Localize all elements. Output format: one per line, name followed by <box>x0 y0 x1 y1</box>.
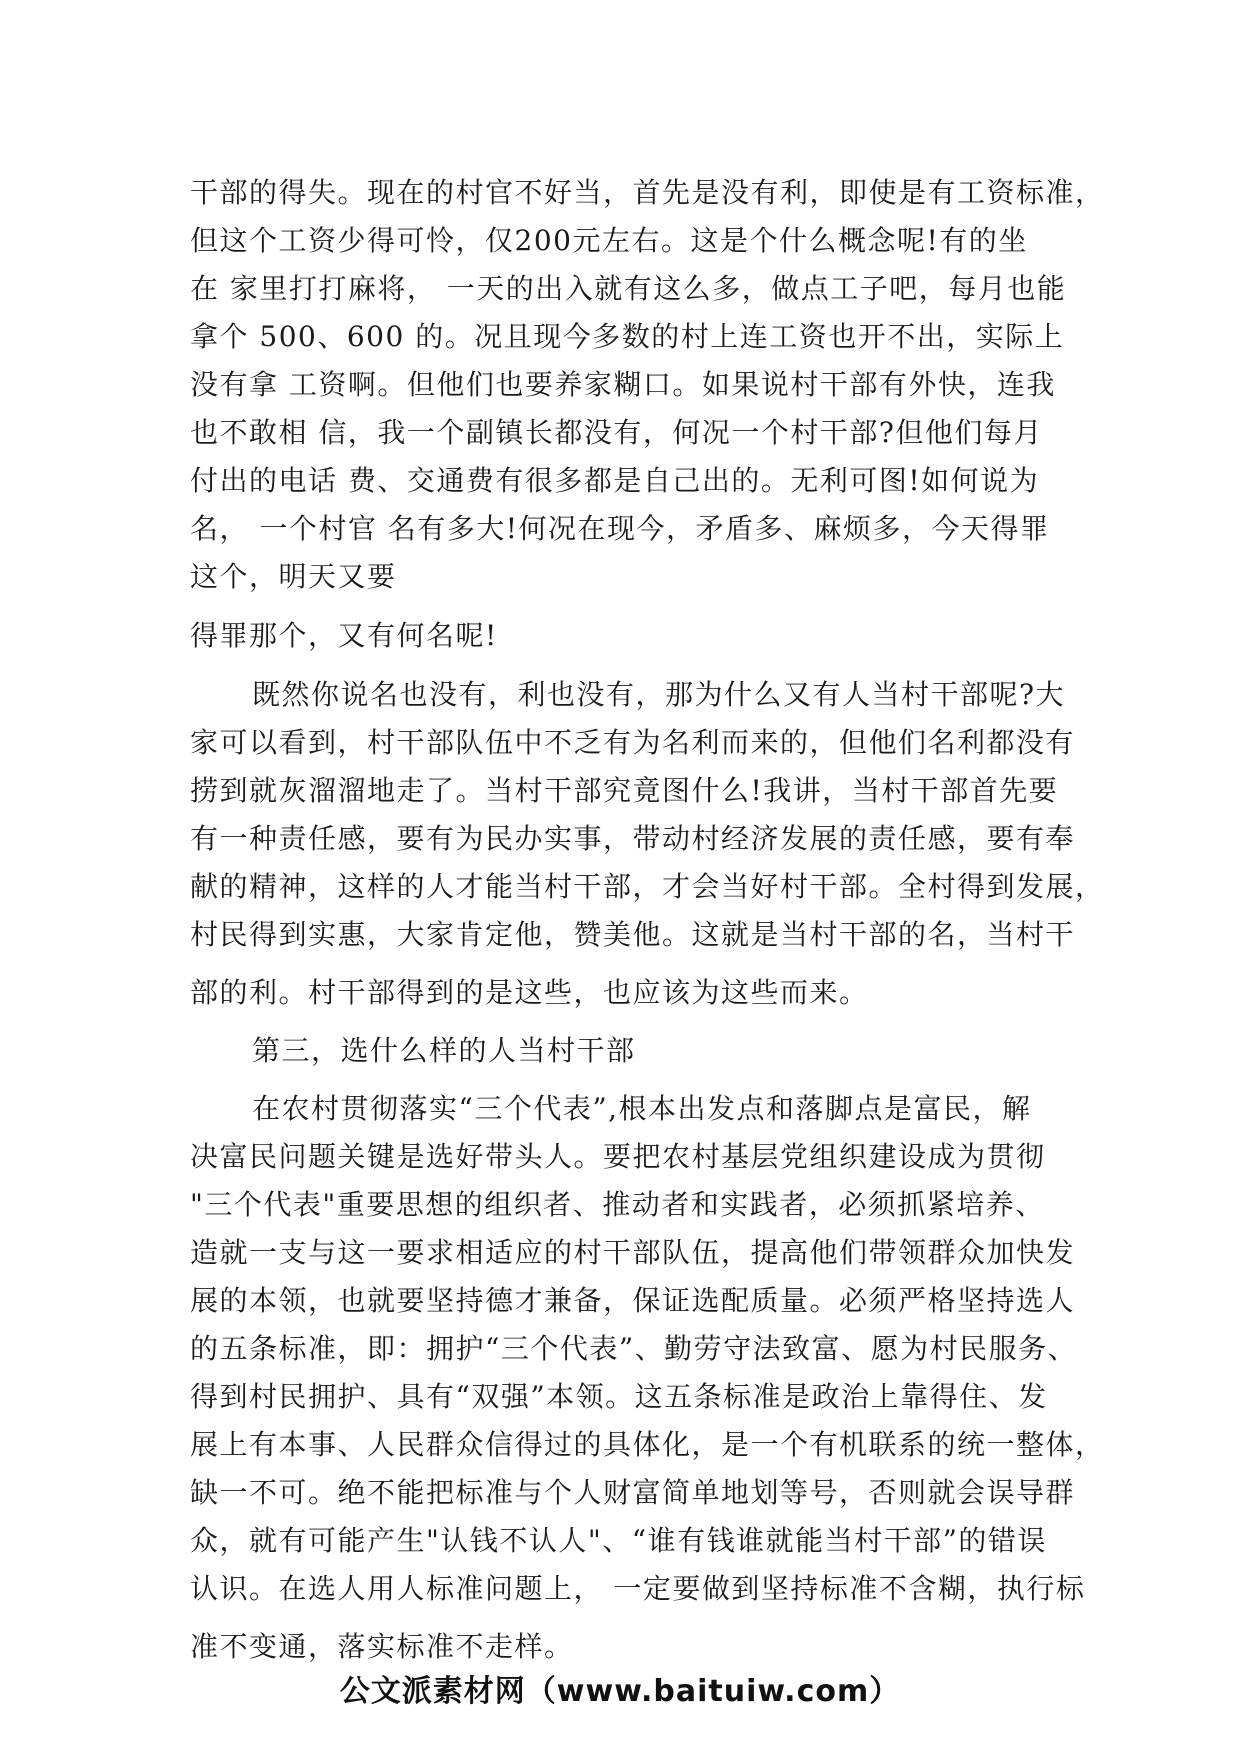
text-line: 献的精神，这样的人才能当村干部，才会当好村干部。全村得到发展， <box>190 870 1105 903</box>
text-line: "三个代表"重要思想的组织者、推动者和实践者，必须抓紧培养、 <box>190 1188 1045 1221</box>
text-line: 缺一不可。绝不能把标准与个人财富简单地划等号，否则就会误导群 <box>190 1476 1076 1509</box>
section-heading: 第三，选什么样的人当村干部 <box>252 1034 636 1067</box>
text-line: 干部的得失。现在的村官不好当，首先是没有利，即使是有工资标准， <box>190 176 1105 209</box>
text-line: 展的本领，也就要坚持德才兼备，保证选配质量。必须严格坚持选人 <box>190 1284 1076 1317</box>
text-line: 家可以看到，村干部队伍中不乏有为名利而来的，但他们名利都没有 <box>190 726 1076 759</box>
text-line: 名， 一个村官 名有多大!何况在现今，矛盾多、麻烦多，今天得罪 <box>190 512 1050 545</box>
text-line: 准不变通，落实标准不走样。 <box>190 1630 574 1663</box>
text-line: 展上有本事、人民群众信得过的具体化，是一个有机联系的统一整体， <box>190 1428 1105 1461</box>
paragraph-start: 既然你说名也没有，利也没有，那为什么又有人当村干部呢?大 <box>252 678 1066 711</box>
text-line: 但这个工资少得可怜，仅200元左右。这是个什么概念呢!有的坐 <box>190 224 1028 257</box>
text-line: 村民得到实惠，大家肯定他，赞美他。这就是当村干部的名，当村干 <box>190 918 1076 951</box>
text-line: 得到村民拥护、具有“双强”本领。这五条标准是政治上靠得住、发 <box>190 1380 1048 1413</box>
text-line: 这个，明天又要 <box>190 560 397 593</box>
text-line: 也不敢相 信，我一个副镇长都没有，何况一个村干部?但他们每月 <box>190 416 1043 449</box>
text-line: 部的利。村干部得到的是这些，也应该为这些而来。 <box>190 976 869 1009</box>
text-line: 捞到就灰溜溜地走了。当村干部究竟图什么!我讲，当村干部首先要 <box>190 774 1059 807</box>
text-line: 决富民问题关键是选好带头人。要把农村基层党组织建设成为贯彻 <box>190 1140 1046 1173</box>
text-line: 付出的电话 费、交通费有很多都是自己出的。无利可图!如何说为 <box>190 464 1040 497</box>
paragraph-start: 在农村贯彻落实“三个代表”,根本出发点和落脚点是富民，解 <box>252 1092 1032 1125</box>
text-line: 得罪那个，又有何名呢! <box>190 619 498 652</box>
footer-watermark: 公文派素材网（www.baituiw.com） <box>339 1674 901 1709</box>
text-line: 在 家里打打麻将， 一天的出入就有这么多，做点工子吧，每月也能 <box>190 272 1067 305</box>
text-line: 的五条标准，即：拥护“三个代表”、勤劳守法致富、愿为村民服务、 <box>190 1332 1078 1365</box>
text-line: 造就一支与这一要求相适应的村干部队伍，提高他们带领群众加快发 <box>190 1236 1076 1269</box>
text-line: 拿个 500、600 的。况且现今多数的村上连工资也开不出，实际上 <box>190 320 1065 353</box>
text-line: 认识。在选人用人标准问题上， 一定要做到坚持标准不含糊，执行标 <box>190 1572 1086 1605</box>
text-line: 众，就有可能产生"认钱不认人"、“谁有钱谁就能当村干部”的错误 <box>190 1524 1047 1557</box>
text-line: 有一种责任感，要有为民办实事，带动村经济发展的责任感，要有奉 <box>190 822 1076 855</box>
text-line: 没有拿 工资啊。但他们也要养家糊口。如果说村干部有外快，连我 <box>190 368 1056 401</box>
